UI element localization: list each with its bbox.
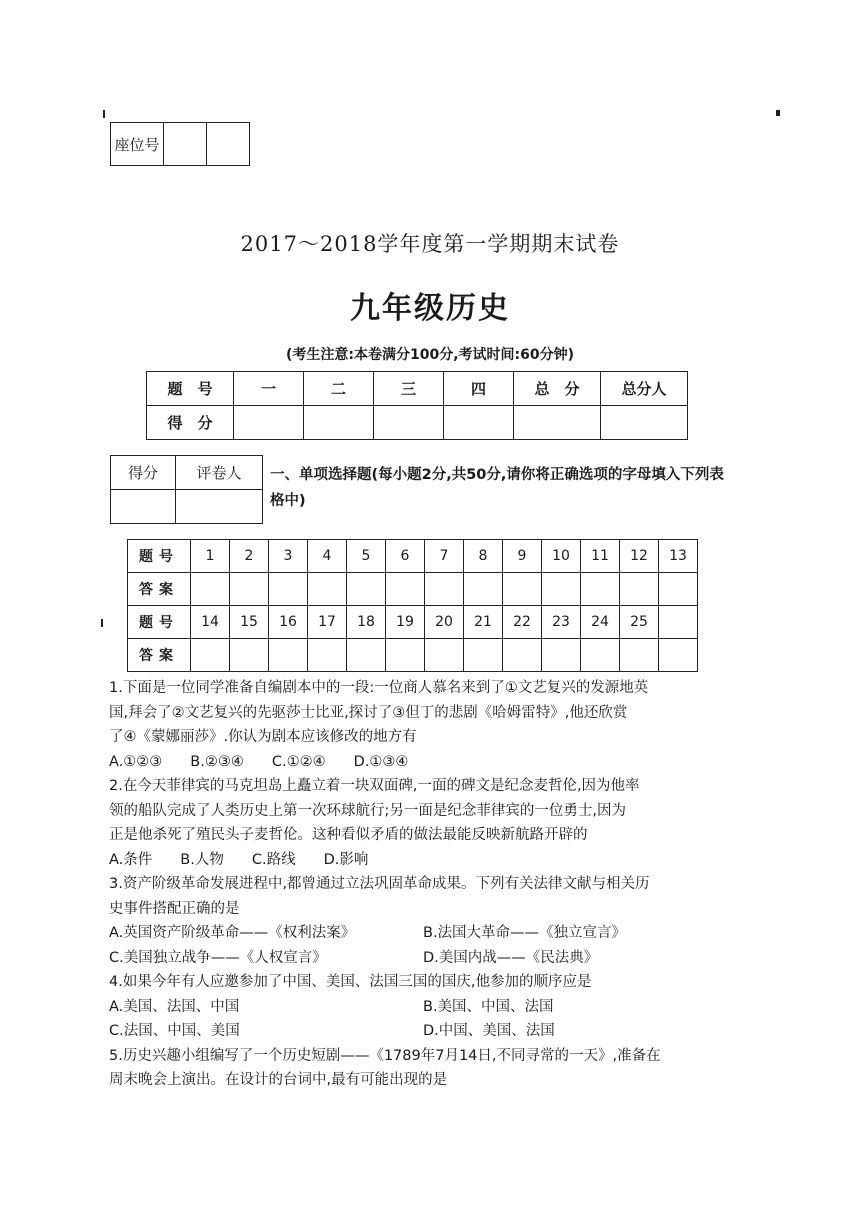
question-1 xyxy=(109,676,727,774)
exam-title: 2017～2018学年度第一学期期末试卷 xyxy=(240,232,620,256)
score-cell xyxy=(234,406,304,440)
answer-grid-answer-row xyxy=(128,639,698,672)
question-text: 周末晚会上演出。在设计的台词中,最有可能出现的是 xyxy=(109,1072,448,1088)
answer-cell xyxy=(308,639,347,672)
scan-mark-top-right xyxy=(776,110,780,116)
question-5 xyxy=(109,1044,727,1093)
option-b: B.人物 xyxy=(180,851,224,868)
option-c: C.法国、中国、美国 xyxy=(109,1023,240,1039)
answer-cell xyxy=(464,573,503,606)
qnum-cell: 21 xyxy=(464,606,503,639)
question-text: 领的船队完成了人类历史上第一次环球航行;另一面是纪念菲律宾的一位勇士,因为 xyxy=(109,802,626,819)
question-text: 2.在今天菲律宾的马克坦岛上矗立着一块双面碑,一面的碑文是纪念麦哲伦,因为他率 xyxy=(109,778,640,794)
questions-list xyxy=(109,676,727,1093)
answer-cell xyxy=(581,573,620,606)
score-header-cell: 四 xyxy=(444,372,514,406)
score-table-score-row xyxy=(147,406,688,440)
score-cell xyxy=(514,406,601,440)
answer-grid-qnum-row xyxy=(128,540,698,573)
score-cell xyxy=(601,406,688,440)
qnum-cell: 20 xyxy=(425,606,464,639)
exam-notice: (考生注意:本卷满分100分,考试时间:60分钟) xyxy=(285,347,575,363)
answer-cell xyxy=(620,573,659,606)
answer-cell xyxy=(347,573,386,606)
qnum-cell: 8 xyxy=(464,540,503,573)
question-2 xyxy=(109,774,727,872)
question-options xyxy=(109,750,727,775)
answer-cell xyxy=(542,573,581,606)
question-text: 国,拜会了②文艺复兴的先驱莎士比亚,探讨了③但丁的悲剧《哈姆雷特》,他还欣赏 xyxy=(109,704,628,721)
score-table-header-row xyxy=(147,372,688,406)
grader-score-label: 得分 xyxy=(111,456,176,490)
score-cell xyxy=(304,406,374,440)
answer-cell xyxy=(308,573,347,606)
seat-number-box xyxy=(110,122,250,166)
question-3 xyxy=(109,872,727,970)
qnum-cell: 23 xyxy=(542,606,581,639)
answer-cell xyxy=(230,639,269,672)
question-options xyxy=(109,995,727,1044)
qnum-cell: 24 xyxy=(581,606,620,639)
answer-cell xyxy=(191,639,230,672)
answer-cell xyxy=(581,639,620,672)
qnum-cell: 10 xyxy=(542,540,581,573)
qnum-cell: 22 xyxy=(503,606,542,639)
option-a: A.①②③ xyxy=(109,753,163,770)
answer-cell xyxy=(386,573,425,606)
option-b: B.法国大革命——《独立宣言》 xyxy=(423,925,627,941)
option-a: A.英国资产阶级革命——《权利法案》 xyxy=(109,925,356,941)
score-table xyxy=(146,371,688,440)
option-d: D.影响 xyxy=(323,851,369,868)
grader-name-label: 评卷人 xyxy=(176,456,263,490)
grader-table xyxy=(110,455,263,524)
answer-cell xyxy=(659,639,698,672)
question-text: 5.历史兴趣小组编写了一个历史短剧——《1789年7月14日,不同寻常的一天》,准备在 xyxy=(109,1047,661,1064)
seat-number-cell xyxy=(164,123,207,166)
score-cell xyxy=(374,406,444,440)
answer-cell xyxy=(230,573,269,606)
answer-cell xyxy=(269,639,308,672)
option-d: D.中国、美国、法国 xyxy=(423,1023,555,1039)
question-text: 了④《蒙娜丽莎》.你认为剧本应该修改的地方有 xyxy=(109,729,417,745)
scan-mark-left-mid xyxy=(101,619,103,627)
section-one-heading: 一、单项选择题(每小题2分,共50分,请你将正确选项的字母填入下列表格中) xyxy=(270,467,724,509)
qnum-cell: 12 xyxy=(620,540,659,573)
answer-cell xyxy=(347,639,386,672)
answer-cell xyxy=(542,639,581,672)
option-c: C.路线 xyxy=(251,851,296,868)
qnum-cell: 1 xyxy=(191,540,230,573)
option-c: C.美国独立战争——《人权宣言》 xyxy=(109,949,327,966)
answer-cell xyxy=(191,573,230,606)
question-4 xyxy=(109,970,727,1044)
qnum-cell: 3 xyxy=(269,540,308,573)
qnum-label: 题号 xyxy=(128,540,191,573)
qnum-cell: 14 xyxy=(191,606,230,639)
exam-subject: 九年级历史 xyxy=(350,291,510,326)
qnum-cell: 5 xyxy=(347,540,386,573)
grader-score-cell xyxy=(111,490,176,524)
question-text: 正是他杀死了殖民头子麦哲伦。这种看似矛盾的做法最能反映新航路开辟的 xyxy=(109,827,588,843)
option-d: D.①③④ xyxy=(353,753,409,770)
qnum-cell: 19 xyxy=(386,606,425,639)
answer-cell xyxy=(464,639,503,672)
answer-cell xyxy=(425,573,464,606)
seat-number-label: 座位号 xyxy=(111,123,164,166)
qnum-cell: 15 xyxy=(230,606,269,639)
question-text: 3.资产阶级革命发展进程中,都曾通过立法巩固革命成果。下列有关法律文献与相关历 xyxy=(109,876,650,892)
grader-name-cell xyxy=(176,490,263,524)
answer-cell xyxy=(659,573,698,606)
option-b: B.美国、中国、法国 xyxy=(423,998,554,1015)
question-text: 史事件搭配正确的是 xyxy=(109,900,240,917)
answer-cell xyxy=(386,639,425,672)
score-cell xyxy=(444,406,514,440)
question-text: 4.如果今年有人应邀参加了中国、美国、法国三国的国庆,他参加的顺序应是 xyxy=(109,974,592,990)
qnum-cell: 16 xyxy=(269,606,308,639)
qnum-cell: 2 xyxy=(230,540,269,573)
answer-grid xyxy=(127,539,698,672)
answer-grid-qnum-row xyxy=(128,606,698,639)
option-b: B.②③④ xyxy=(190,753,244,770)
answer-cell xyxy=(425,639,464,672)
answer-label: 答案 xyxy=(128,639,191,672)
score-row-label: 得 分 xyxy=(147,406,234,440)
qnum-cell: 4 xyxy=(308,540,347,573)
option-c: C.①②④ xyxy=(271,753,326,770)
qnum-cell: 13 xyxy=(659,540,698,573)
question-options xyxy=(109,848,727,873)
qnum-cell: 11 xyxy=(581,540,620,573)
score-header-cell: 一 xyxy=(234,372,304,406)
qnum-cell: 18 xyxy=(347,606,386,639)
qnum-cell: 17 xyxy=(308,606,347,639)
qnum-cell: 6 xyxy=(386,540,425,573)
option-a: A.条件 xyxy=(109,851,153,868)
qnum-cell: 7 xyxy=(425,540,464,573)
score-header-cell: 题 号 xyxy=(147,372,234,406)
option-a: A.美国、法国、中国 xyxy=(109,998,240,1015)
option-d: D.美国内战——《民法典》 xyxy=(423,949,599,966)
answer-cell xyxy=(503,573,542,606)
question-options xyxy=(109,921,727,970)
question-text: 1.下面是一位同学准备自编剧本中的一段:一位商人慕名来到了①文艺复兴的发源地英 xyxy=(109,680,649,696)
score-header-cell: 总 分 xyxy=(514,372,601,406)
answer-label: 答案 xyxy=(128,573,191,606)
qnum-cell: 25 xyxy=(620,606,659,639)
answer-grid-answer-row xyxy=(128,573,698,606)
seat-number-cell xyxy=(207,123,250,166)
scan-mark-top-left xyxy=(103,110,105,118)
answer-cell xyxy=(503,639,542,672)
qnum-cell xyxy=(659,606,698,639)
qnum-cell: 9 xyxy=(503,540,542,573)
score-header-cell: 三 xyxy=(374,372,444,406)
answer-cell xyxy=(620,639,659,672)
score-header-cell: 二 xyxy=(304,372,374,406)
qnum-label: 题号 xyxy=(128,606,191,639)
answer-cell xyxy=(269,573,308,606)
score-header-cell: 总分人 xyxy=(601,372,688,406)
